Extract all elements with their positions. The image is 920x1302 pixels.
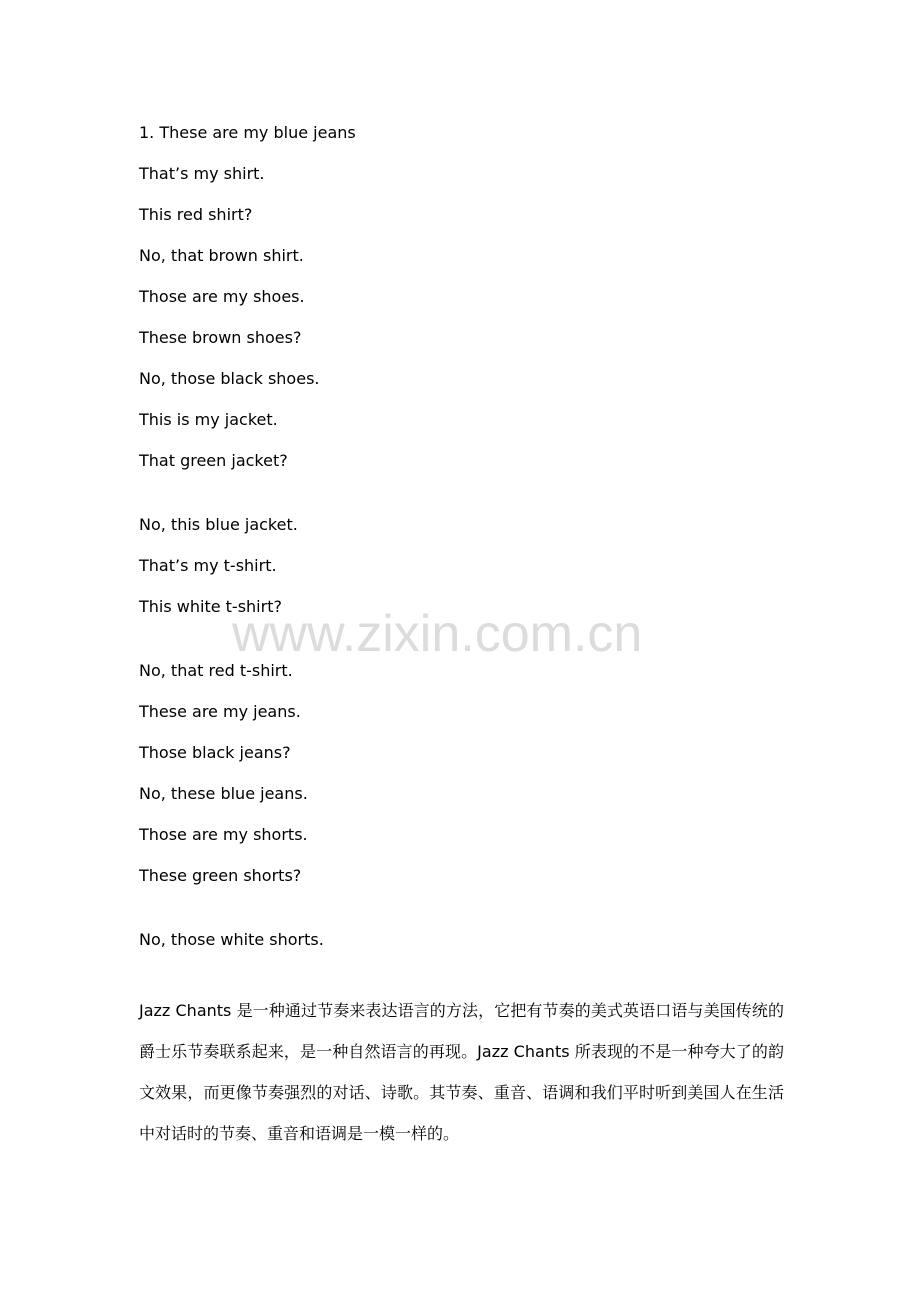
watermark-text: www.zixin.com.cn xyxy=(232,605,643,663)
chant-line: That’s my shirt. xyxy=(139,164,265,183)
chant-line: This white t-shirt? xyxy=(139,597,282,616)
chant-line: No, these blue jeans. xyxy=(139,784,308,803)
chant-line: Those black jeans? xyxy=(139,743,291,762)
chant-line: These green shorts? xyxy=(139,866,302,885)
chant-line: These are my jeans. xyxy=(139,702,301,721)
chant-line: No, those black shoes. xyxy=(139,369,320,388)
chant-line: No, that brown shirt. xyxy=(139,246,304,265)
chant-line: That’s my t-shirt. xyxy=(139,556,277,575)
chant-line: No, this blue jacket. xyxy=(139,515,298,534)
chant-line: 1. These are my blue jeans xyxy=(139,123,356,142)
chant-line: This is my jacket. xyxy=(139,410,278,429)
chant-line: This red shirt? xyxy=(139,205,253,224)
chant-line: Those are my shorts. xyxy=(139,825,308,844)
chant-line: Those are my shoes. xyxy=(139,287,305,306)
jazz-chants-description: Jazz Chants 是一种通过节奏来表达语言的方法，它把有节奏的美式英语口语与美国传统的爵士乐节奏联系起来，是一种自然语言的再现。Jazz Chants 所表现的不是一种夸大了的韵文效果，而更像节奏强烈的对话、诗歌。其节奏、重音、语调和我们平时听到美国人在生活中对话时的节奏、重音和语调是一模一样的。 xyxy=(139,1001,784,1143)
chant-line: These brown shoes? xyxy=(139,328,302,347)
chant-line: That green jacket? xyxy=(139,451,288,470)
chant-line: No, those white shorts. xyxy=(139,930,324,949)
chant-line: No, that red t-shirt. xyxy=(139,661,293,680)
